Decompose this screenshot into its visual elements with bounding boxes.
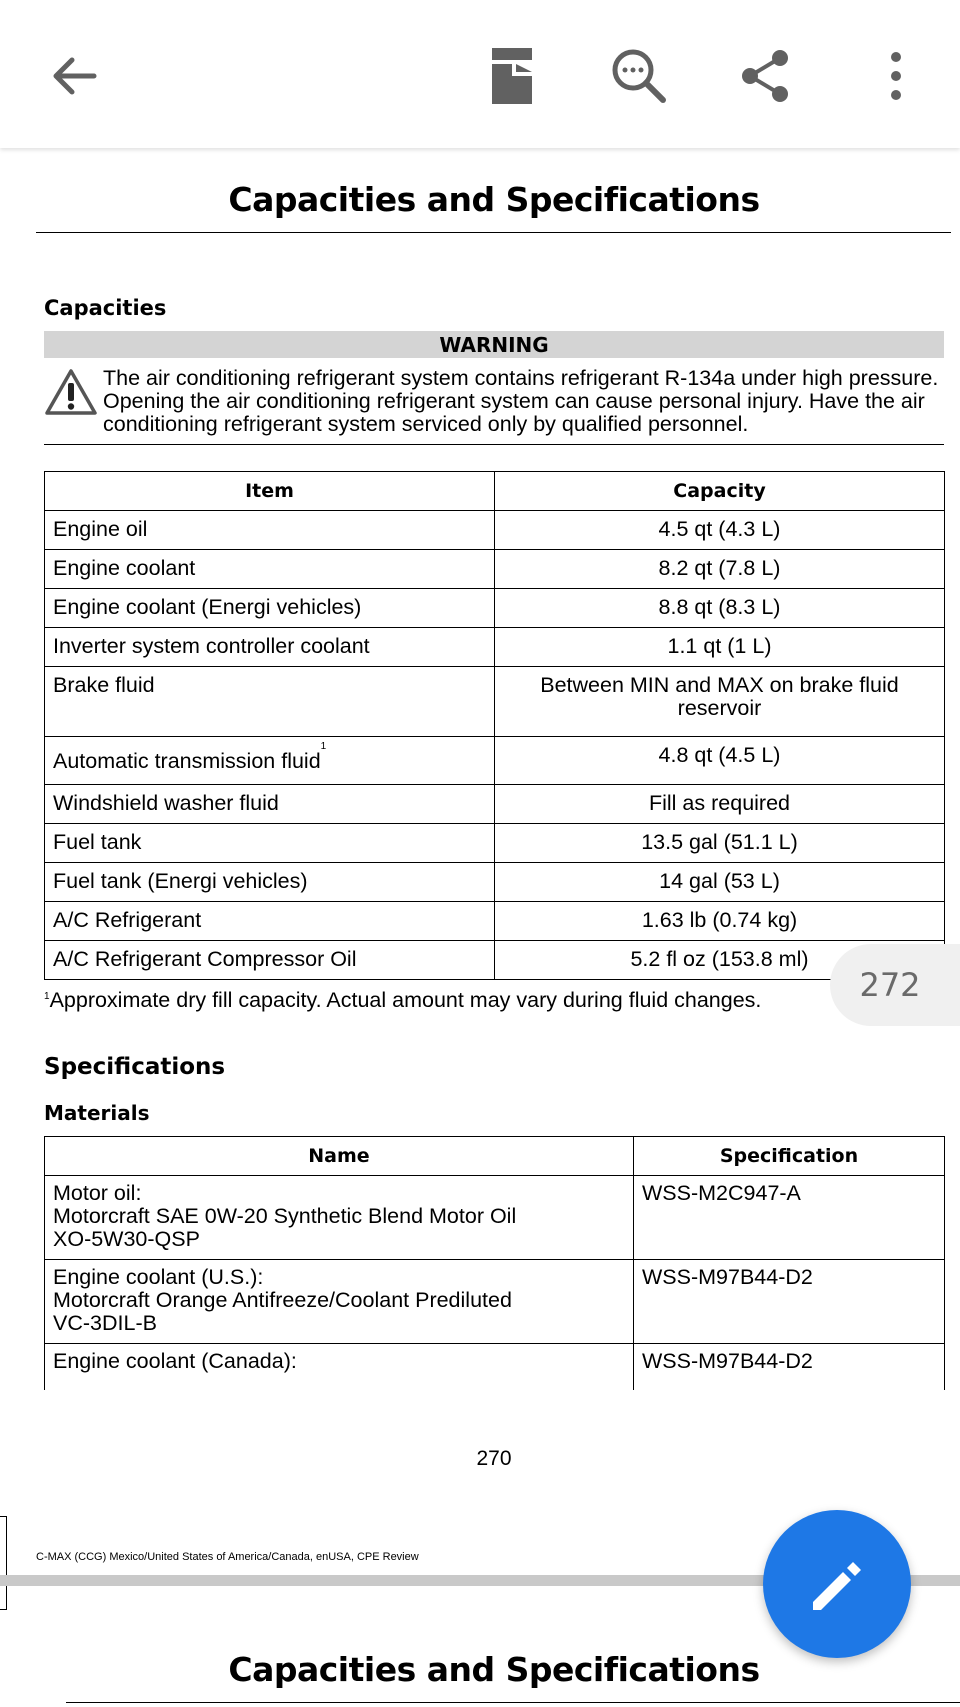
materials-table-viewport (30, 1130, 960, 1390)
back-arrow-icon[interactable] (38, 40, 110, 112)
warning-bar: WARNING (44, 331, 944, 358)
column-header-capacity: Capacity (495, 472, 945, 511)
table-row (45, 511, 945, 550)
column-header-name: Name (45, 1137, 634, 1176)
cell-name (45, 1344, 634, 1391)
more-options-icon[interactable] (860, 40, 932, 112)
share-icon[interactable] (730, 40, 802, 112)
cell-item (45, 737, 495, 785)
cell-item: Engine coolant (Energi vehicles) (45, 589, 495, 628)
reading-mode-icon[interactable] (476, 40, 548, 112)
table-row (45, 785, 945, 824)
document-footer: C-MAX (CCG) Mexico/United States of America/Canada, enUSA, CPE Review (36, 1551, 419, 1563)
table-row (45, 628, 945, 667)
cell-item: A/C Refrigerant Compressor Oil (45, 941, 495, 980)
footnote-text: Approximate dry fill capacity. Actual amount may vary during fluid changes. (49, 988, 762, 1012)
cell-item: Fuel tank (45, 824, 495, 863)
name-line: Engine coolant (Canada): (53, 1349, 297, 1373)
table-row (45, 824, 945, 863)
table-row (45, 941, 945, 980)
cell-capacity: 5.2 fl oz (153.8 ml) (495, 941, 945, 980)
table-row (45, 1344, 945, 1391)
name-line: Motorcraft Orange Antifreeze/Coolant Prediluted (53, 1288, 512, 1312)
cell-item-text: Automatic transmission fluid (53, 749, 321, 773)
cell-item: Windshield washer fluid (45, 785, 495, 824)
cell-item: Brake fluid (45, 667, 495, 737)
cell-capacity: 4.8 qt (4.5 L) (495, 737, 945, 785)
materials-table (44, 1136, 945, 1390)
footnote-marker: 1 (44, 991, 50, 1002)
cell-specification: WSS-M2C947-A (634, 1176, 945, 1260)
next-page-title: Capacities and Specifications (228, 1650, 760, 1689)
cell-item: A/C Refrigerant (45, 902, 495, 941)
name-line: Motorcraft SAE 0W-20 Synthetic Blend Motor Oil (53, 1204, 517, 1228)
footnote-marker: 1 (320, 741, 327, 752)
cell-capacity: 1.1 qt (1 L) (495, 628, 945, 667)
capacities-heading: Capacities (44, 296, 167, 320)
materials-heading: Materials (44, 1101, 150, 1125)
table-header-row (45, 472, 945, 511)
specifications-heading: Specifications (44, 1054, 226, 1080)
cell-item: Engine coolant (45, 550, 495, 589)
cell-name (45, 1176, 634, 1260)
cell-item: Engine oil (45, 511, 495, 550)
column-header-specification: Specification (634, 1137, 945, 1176)
warning-triangle-icon (44, 368, 98, 420)
cell-capacity: Between MIN and MAX on brake fluid reservoir (495, 667, 945, 737)
warning-rule (44, 444, 944, 445)
page-number: 270 (476, 1447, 512, 1470)
title-rule (36, 232, 951, 233)
search-icon[interactable] (603, 40, 675, 112)
page-indicator-badge[interactable]: 272 (830, 944, 960, 1026)
cell-capacity: Fill as required (495, 785, 945, 824)
table-row (45, 863, 945, 902)
cell-capacity: 8.2 qt (7.8 L) (495, 550, 945, 589)
cell-capacity: 8.8 qt (8.3 L) (495, 589, 945, 628)
name-line: XO-5W30-QSP (53, 1227, 200, 1251)
page-edge-fragment (0, 1516, 7, 1610)
page-title: Capacities and Specifications (228, 180, 760, 219)
name-line: Engine coolant (U.S.): (53, 1265, 264, 1289)
edit-pencil-icon (805, 1552, 869, 1616)
cell-specification: WSS-M97B44-D2 (634, 1344, 945, 1391)
cell-item: Fuel tank (Energi vehicles) (45, 863, 495, 902)
cell-specification: WSS-M97B44-D2 (634, 1260, 945, 1344)
footnote (44, 988, 761, 1013)
next-page-title-rule (66, 1702, 960, 1703)
cell-name (45, 1260, 634, 1344)
cell-capacity: 13.5 gal (51.1 L) (495, 824, 945, 863)
table-row (45, 737, 945, 785)
table-row (45, 1260, 945, 1344)
cell-capacity: 14 gal (53 L) (495, 863, 945, 902)
name-line: Motor oil: (53, 1181, 142, 1205)
cell-item: Inverter system controller coolant (45, 628, 495, 667)
name-line: VC-3DIL-B (53, 1311, 157, 1335)
cell-capacity: 4.5 qt (4.3 L) (495, 511, 945, 550)
cell-capacity: 1.63 lb (0.74 kg) (495, 902, 945, 941)
table-row (45, 589, 945, 628)
table-row (45, 1176, 945, 1260)
column-header-item: Item (45, 472, 495, 511)
top-toolbar (0, 0, 960, 148)
table-row (45, 550, 945, 589)
table-header-row (45, 1137, 945, 1176)
table-row (45, 667, 945, 737)
edit-button[interactable] (763, 1510, 911, 1658)
table-row (45, 902, 945, 941)
warning-text: The air conditioning refrigerant system contains refrigerant R-134a under high pressure. Opening the air conditioning refrigerant system can cause personal injury. Have the air conditioning refrigerant system serviced only by qualified personnel. (103, 366, 939, 436)
capacities-table (44, 471, 945, 980)
